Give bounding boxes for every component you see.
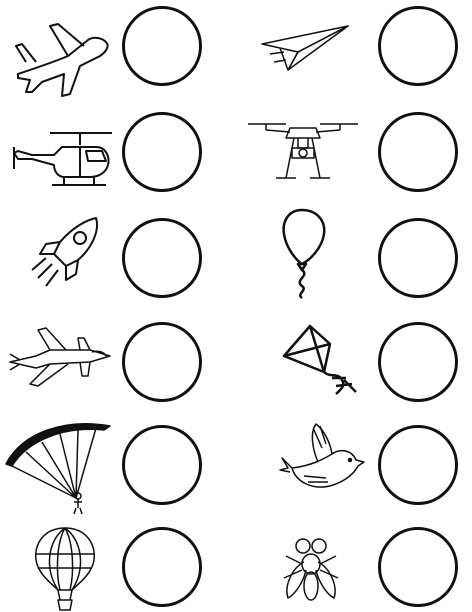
- bird-icon: [278, 420, 366, 496]
- answer-circle[interactable]: [122, 322, 202, 402]
- answer-circle[interactable]: [378, 425, 458, 505]
- paper-airplane-icon: [258, 22, 353, 77]
- answer-circle[interactable]: [378, 6, 458, 86]
- answer-circle[interactable]: [378, 218, 458, 298]
- hot-air-balloon-icon: [30, 524, 100, 612]
- answer-circle[interactable]: [122, 527, 202, 607]
- airplane-icon: [10, 18, 120, 98]
- paraglider-icon: [2, 418, 114, 514]
- answer-circle[interactable]: [122, 425, 202, 505]
- answer-circle[interactable]: [122, 112, 202, 192]
- balloon-icon: [280, 206, 330, 300]
- helicopter-icon: [8, 125, 113, 190]
- answer-circle[interactable]: [378, 322, 458, 402]
- fighter-jet-icon: [6, 324, 116, 389]
- answer-circle[interactable]: [122, 6, 202, 86]
- answer-circle[interactable]: [378, 112, 458, 192]
- answer-circle[interactable]: [378, 527, 458, 607]
- drone-icon: [246, 118, 360, 184]
- kite-icon: [280, 322, 360, 398]
- fly-icon: [280, 534, 342, 604]
- rocket-icon: [26, 214, 106, 294]
- answer-circle[interactable]: [122, 218, 202, 298]
